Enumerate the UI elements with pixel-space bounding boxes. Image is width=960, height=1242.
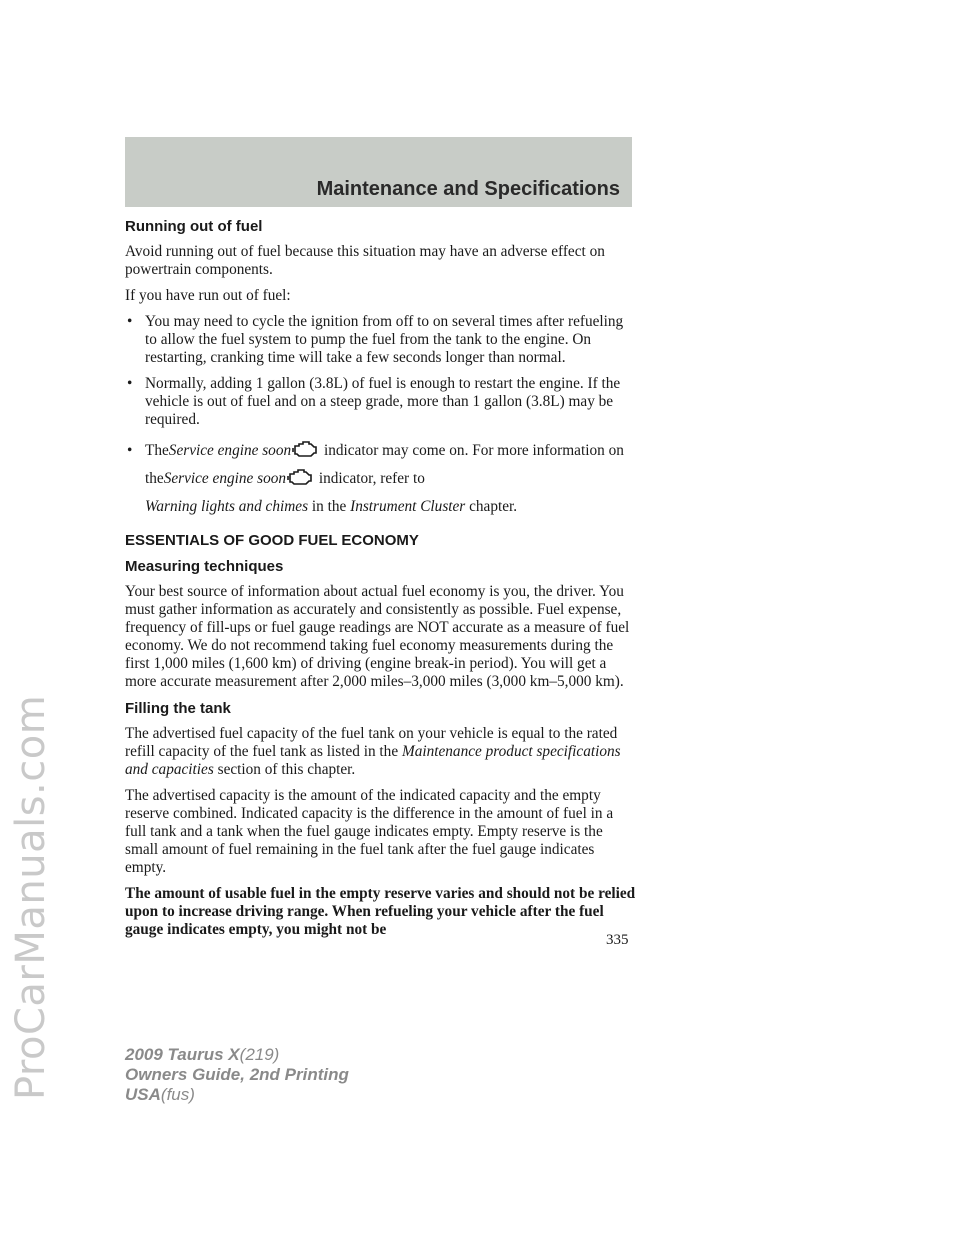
- footer-code: (219): [239, 1045, 280, 1064]
- footer-market-code: (fus): [160, 1085, 195, 1104]
- heading-running-out-of-fuel: Running out of fuel: [125, 218, 263, 235]
- footer-printing: Owners Guide, 2nd Printing: [125, 1065, 349, 1084]
- paragraph: Avoid running out of fuel because this situation may have an adverse effect on powertrain components.: [125, 243, 605, 278]
- text: chapter.: [469, 498, 518, 515]
- watermark: ProCarManuals.com: [8, 694, 54, 1100]
- list-item: • Normally, adding 1 gallon (3.8L) of fuel is enough to restart the engine. If the vehicle is out of fuel and on a steep grade, more than 1 gallon (3.8L) may be required.: [125, 375, 637, 429]
- paragraph: Your best source of information about actual fuel economy is you, the driver. You must gather information as accurately and consistently as possible. Fuel expense, frequency of fill-ups or fuel gauge readings are NOT accurate as a measure of fuel economy. We do not recommend taking fuel economy measurements during the first 1,000 miles (1,600 km) of driving (engine break-in period). You will get a more accurate measurement after 2,000 miles–3,000 miles (3,000 km–5,000 km).: [125, 583, 630, 690]
- heading-measuring-techniques: Measuring techniques: [125, 558, 284, 575]
- paragraph: If you have run out of fuel:: [125, 287, 291, 304]
- text-italic: Instrument Cluster: [350, 498, 466, 515]
- list-item: [125, 437, 637, 521]
- paragraph: The advertised capacity is the amount of the indicated capacity and the empty reserve combined. Indicated capacity is the difference in the amount of fuel in a full tank and a tank when the fuel gauge indicates empty. Empty reserve is the small amount of fuel remaining in the fuel tank after the fuel gauge indicates empty.: [125, 787, 614, 876]
- text-italic: Service engine soon: [163, 470, 287, 487]
- paragraph-bold: The amount of usable fuel in the empty reserve varies and should not be relied upon to increase driving range. When refueling your vehicle after the fuel gauge indicates empty, you might not be: [125, 885, 636, 938]
- check-engine-icon: [292, 439, 318, 459]
- page-content: [125, 217, 637, 947]
- text-italic: Warning lights and chimes: [145, 498, 309, 515]
- text: The: [145, 442, 169, 459]
- paragraph: [125, 725, 637, 779]
- footer: [125, 1045, 349, 1105]
- section-title: Maintenance and Specifications: [316, 178, 620, 200]
- footer-model: 2009 Taurus X: [125, 1045, 240, 1064]
- text: section of this chapter.: [217, 761, 356, 778]
- text: indicator may come on. For more information on the: [145, 442, 624, 487]
- text-italic: Maintenance product specifications and capacities: [125, 743, 621, 778]
- footer-market: USA: [125, 1085, 161, 1104]
- text: indicator, refer to: [318, 470, 425, 487]
- heading-filling-the-tank: Filling the tank: [125, 700, 231, 717]
- text: in the: [311, 498, 347, 515]
- heading-essentials: ESSENTIALS OF GOOD FUEL ECONOMY: [125, 532, 419, 549]
- section-header: [125, 137, 632, 207]
- check-engine-icon: [287, 467, 313, 487]
- page-number: 335: [606, 932, 629, 948]
- list-item: • You may need to cycle the ignition from off to on several times after refueling to allow the fuel system to pump the fuel from the tank to the engine. On restarting, cranking time will take a few seconds longer than normal.: [125, 313, 637, 367]
- text: The advertised fuel capacity of the fuel tank on your vehicle is equal to the rated refill capacity of the fuel tank as listed in the: [125, 725, 618, 760]
- text-italic: Service engine soon: [168, 442, 292, 459]
